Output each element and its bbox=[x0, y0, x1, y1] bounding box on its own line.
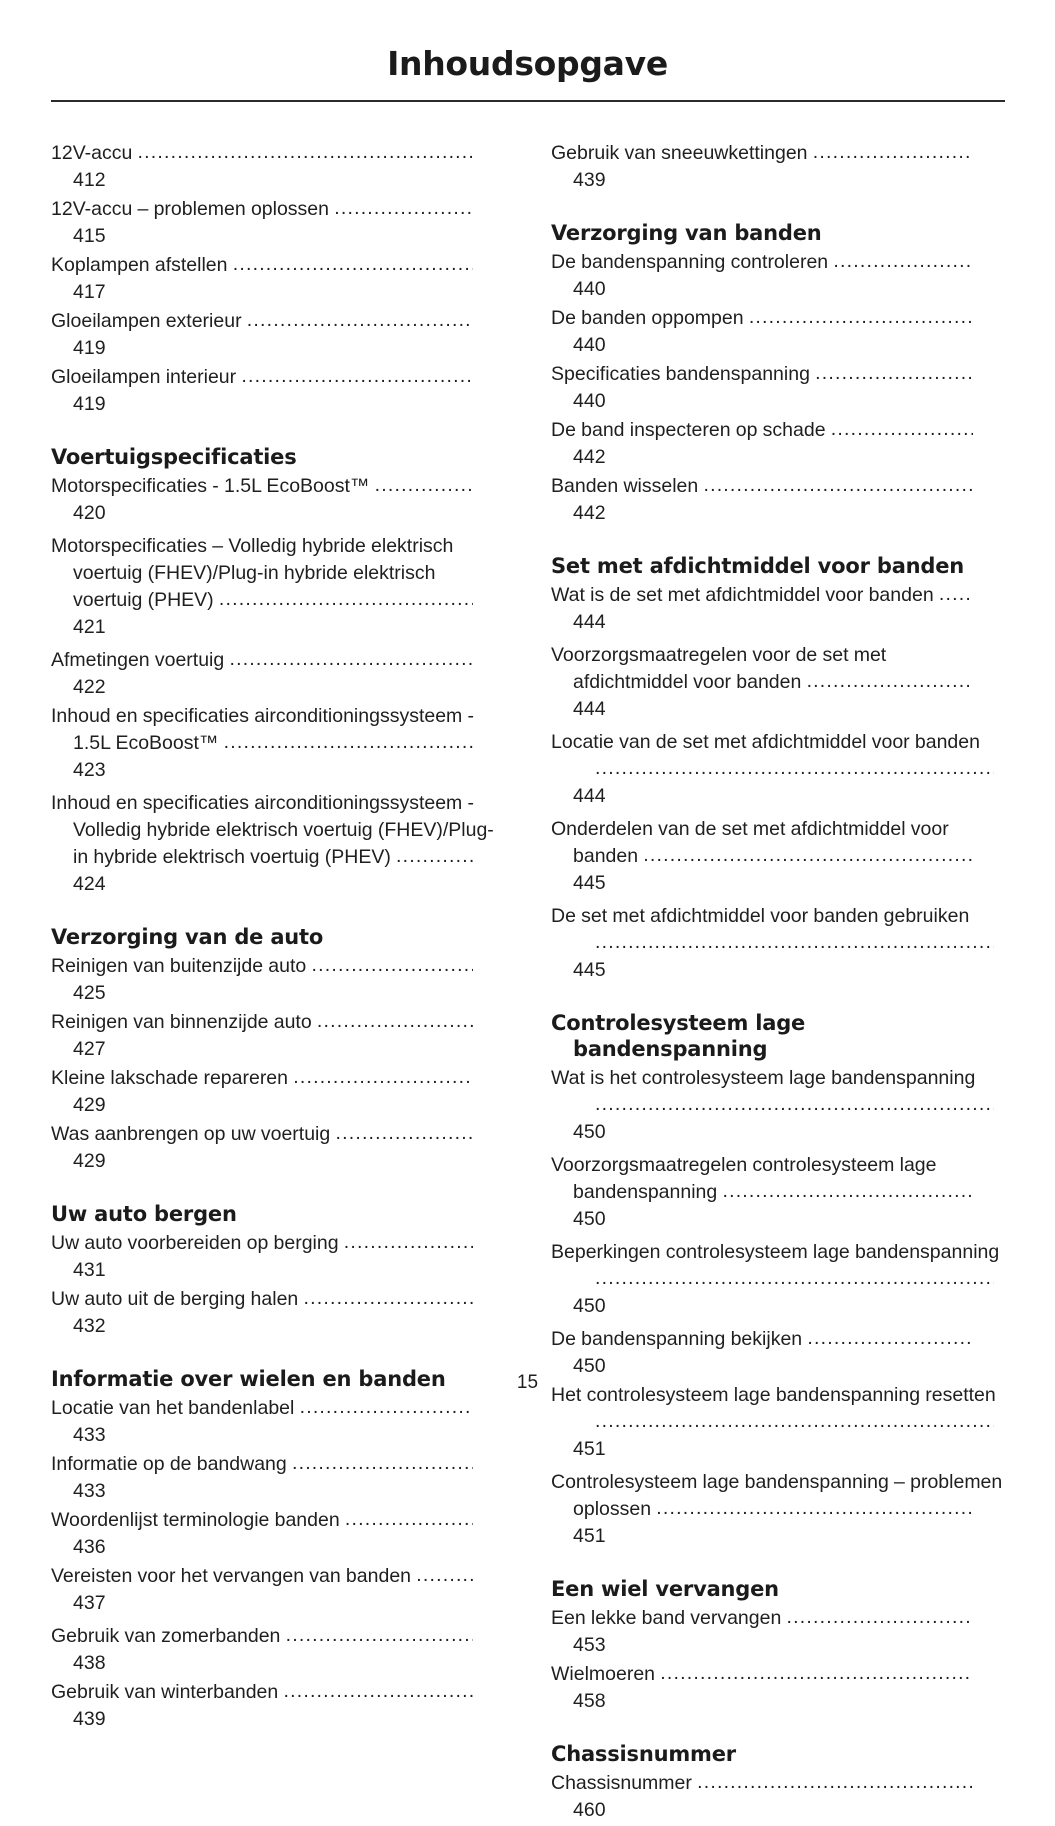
toc-entry-label: De bandenspanning controleren bbox=[551, 251, 829, 273]
toc-entry-page: 436 bbox=[73, 1536, 106, 1558]
dot-leader bbox=[595, 759, 994, 783]
dot-leader bbox=[344, 1233, 473, 1257]
toc-entry[interactable] bbox=[51, 1009, 505, 1063]
dot-leader bbox=[416, 1566, 472, 1590]
toc-entry-page: 440 bbox=[573, 390, 606, 412]
toc-entry-page: 440 bbox=[573, 334, 606, 356]
dot-leader bbox=[833, 252, 972, 276]
toc-entry-label: Gebruik van zomerbanden bbox=[51, 1625, 281, 1647]
left-column bbox=[51, 140, 505, 1826]
toc-entry-label: Een lekke band vervangen bbox=[551, 1607, 782, 1629]
dot-leader bbox=[807, 672, 973, 696]
dot-leader bbox=[293, 1068, 472, 1092]
toc-entry-page: 445 bbox=[573, 959, 606, 981]
toc-entry[interactable] bbox=[51, 473, 505, 527]
toc-entry-page: 427 bbox=[73, 1038, 106, 1060]
toc-entry-page: 437 bbox=[73, 1592, 106, 1614]
toc-entry-page: 425 bbox=[73, 982, 106, 1004]
toc-entry-page: 444 bbox=[573, 611, 606, 633]
toc-columns bbox=[51, 140, 1005, 1826]
toc-entry-label: Wat is de set met afdichtmiddel voor banden bbox=[551, 584, 934, 606]
toc-entry[interactable] bbox=[51, 1451, 505, 1505]
toc-entry[interactable] bbox=[551, 1605, 1005, 1659]
toc-entry-label: Motorspecificaties - 1.5L EcoBoost™ bbox=[51, 475, 370, 497]
toc-entry-page: 460 bbox=[573, 1799, 606, 1821]
section-heading: Controlesysteem lage bandenspanning bbox=[551, 1011, 806, 1061]
toc-entry-label: Wielmoeren bbox=[551, 1663, 656, 1685]
dot-leader bbox=[749, 308, 973, 332]
dot-leader bbox=[595, 933, 994, 957]
toc-entry-label: Afmetingen voertuig bbox=[51, 649, 225, 671]
dot-leader bbox=[219, 590, 473, 614]
toc-entry-label: Koplampen afstellen bbox=[51, 254, 228, 276]
toc-entry[interactable] bbox=[51, 308, 505, 362]
toc-entry-label: Uw auto uit de berging halen bbox=[51, 1288, 299, 1310]
toc-entry-label: Banden wisselen bbox=[551, 475, 699, 497]
toc-entry[interactable] bbox=[51, 364, 505, 418]
toc-entry-page: 419 bbox=[73, 337, 106, 359]
toc-entry[interactable] bbox=[51, 1679, 505, 1733]
dot-leader bbox=[722, 1182, 972, 1206]
dot-leader bbox=[292, 1454, 473, 1478]
dot-leader bbox=[656, 1499, 972, 1523]
dot-leader bbox=[283, 1682, 472, 1706]
toc-entry[interactable] bbox=[51, 1623, 505, 1677]
toc-entry[interactable] bbox=[551, 1152, 1005, 1233]
toc-entry[interactable] bbox=[551, 1239, 1005, 1320]
toc-entry[interactable] bbox=[551, 729, 1005, 810]
toc-entry[interactable] bbox=[51, 252, 505, 306]
toc-entry-page: 450 bbox=[573, 1208, 606, 1230]
dot-leader bbox=[233, 255, 473, 279]
dot-leader bbox=[224, 733, 473, 757]
dot-leader bbox=[643, 846, 972, 870]
toc-entry[interactable] bbox=[51, 1065, 505, 1119]
toc-entry-page: 442 bbox=[573, 502, 606, 524]
toc-entry[interactable] bbox=[51, 1121, 505, 1175]
toc-entry-label: Controlesysteem lage bandenspanning – problemen oplossen bbox=[551, 1471, 1003, 1520]
toc-entry[interactable] bbox=[51, 1286, 505, 1340]
toc-entry-label: Locatie van de set met afdichtmiddel voor banden bbox=[551, 731, 980, 753]
toc-entry-label: 12V-accu bbox=[51, 142, 133, 164]
toc-entry[interactable] bbox=[551, 1469, 1005, 1550]
toc-entry-label: Onderdelen van de set met afdichtmiddel voor banden bbox=[551, 818, 949, 867]
dot-leader bbox=[813, 143, 973, 167]
toc-entry-page: 450 bbox=[573, 1121, 606, 1143]
toc-entry-label: Specificaties bandenspanning bbox=[551, 363, 810, 385]
toc-entry[interactable] bbox=[551, 305, 1005, 359]
toc-entry[interactable] bbox=[51, 196, 505, 250]
toc-entry-page: 444 bbox=[573, 785, 606, 807]
toc-entry-label: Het controlesysteem lage bandenspanning resetten bbox=[551, 1384, 996, 1406]
dot-leader bbox=[697, 1773, 973, 1797]
toc-entry-label: Reinigen van binnenzijde auto bbox=[51, 1011, 312, 1033]
dot-leader bbox=[660, 1664, 972, 1688]
dot-leader bbox=[317, 1012, 473, 1036]
toc-entry-page: 419 bbox=[73, 393, 106, 415]
toc-entry-page: 453 bbox=[573, 1634, 606, 1656]
toc-entry-page: 415 bbox=[73, 225, 106, 247]
dot-leader bbox=[831, 420, 973, 444]
toc-entry-page: 450 bbox=[573, 1355, 606, 1377]
toc-entry-label: Gebruik van sneeuwkettingen bbox=[551, 142, 808, 164]
dot-leader bbox=[595, 1412, 994, 1436]
toc-entry-page: 450 bbox=[573, 1295, 606, 1317]
toc-entry[interactable] bbox=[551, 903, 1005, 984]
toc-entry-page: 421 bbox=[73, 616, 106, 638]
toc-entry[interactable] bbox=[51, 1563, 505, 1617]
dot-leader bbox=[334, 199, 472, 223]
toc-entry-page: 423 bbox=[73, 759, 106, 781]
toc-entry-label: De bandenspanning bekijken bbox=[551, 1328, 803, 1350]
toc-entry[interactable] bbox=[51, 1230, 505, 1284]
toc-entry-page: 445 bbox=[573, 872, 606, 894]
toc-entry-label: Gloeilampen exterieur bbox=[51, 310, 242, 332]
toc-entry-label: Vereisten voor het vervangen van banden bbox=[51, 1565, 412, 1587]
toc-entry-page: 412 bbox=[73, 169, 106, 191]
toc-entry-label: Was aanbrengen op uw voertuig bbox=[51, 1123, 331, 1145]
header-divider bbox=[51, 100, 1005, 102]
dot-leader bbox=[247, 311, 473, 335]
toc-entry[interactable] bbox=[51, 647, 505, 701]
toc-entry-label: Voorzorgsmaatregelen voor de set met afdichtmiddel voor banden bbox=[551, 644, 887, 693]
dot-leader bbox=[138, 143, 473, 167]
toc-entry[interactable] bbox=[51, 703, 505, 784]
toc-entry-page: 424 bbox=[73, 873, 106, 895]
toc-entry-page: 439 bbox=[73, 1708, 106, 1730]
toc-entry-label: Gloeilampen interieur bbox=[51, 366, 237, 388]
toc-entry-label: Wat is het controlesysteem lage bandenspanning bbox=[551, 1067, 976, 1089]
toc-entry[interactable] bbox=[51, 1395, 505, 1449]
toc-entry-page: 429 bbox=[73, 1094, 106, 1116]
dot-leader bbox=[396, 847, 473, 871]
toc-entry-page: 458 bbox=[573, 1690, 606, 1712]
toc-entry[interactable] bbox=[551, 361, 1005, 415]
section-heading: Chassisnummer bbox=[551, 1742, 736, 1766]
toc-entry[interactable] bbox=[51, 953, 505, 1007]
toc-entry-label: De banden oppompen bbox=[551, 307, 744, 329]
toc-entry[interactable] bbox=[551, 1770, 1005, 1824]
toc-entry-page: 439 bbox=[573, 169, 606, 191]
dot-leader bbox=[286, 1626, 473, 1650]
toc-entry[interactable] bbox=[551, 249, 1005, 303]
dot-leader bbox=[815, 364, 973, 388]
toc-entry-page: 442 bbox=[573, 446, 606, 468]
toc-entry-label: 12V-accu – problemen oplossen bbox=[51, 198, 329, 220]
dot-leader bbox=[939, 585, 973, 609]
toc-entry[interactable] bbox=[551, 582, 1005, 636]
section-heading: Informatie over wielen en banden bbox=[51, 1367, 446, 1391]
toc-entry-label: Motorspecificaties – Volledig hybride elektrisch voertuig (FHEV)/Plug-in hybride elektrisch voertuig (PHEV) bbox=[51, 535, 454, 611]
toc-entry-page: 420 bbox=[73, 502, 106, 524]
toc-entry-page: 433 bbox=[73, 1424, 106, 1446]
page-title: Inhoudsopgave bbox=[387, 44, 668, 83]
toc-entry[interactable] bbox=[551, 642, 1005, 723]
section-heading: Voertuigspecificaties bbox=[51, 445, 297, 469]
toc-entry-page: 444 bbox=[573, 698, 606, 720]
toc-entry[interactable] bbox=[551, 1661, 1005, 1715]
toc-entry[interactable] bbox=[51, 790, 505, 898]
toc-entry-page: 429 bbox=[73, 1150, 106, 1172]
dot-leader bbox=[335, 1124, 472, 1148]
dot-leader bbox=[311, 956, 472, 980]
toc-entry-page: 438 bbox=[73, 1652, 106, 1674]
section-heading: Een wiel vervangen bbox=[551, 1577, 779, 1601]
page-number: 15 bbox=[516, 1372, 539, 1393]
dot-leader bbox=[807, 1329, 972, 1353]
toc-entry[interactable] bbox=[551, 816, 1005, 897]
toc-entry-label: Kleine lakschade repareren bbox=[51, 1067, 288, 1089]
toc-entry-label: Chassisnummer bbox=[551, 1772, 692, 1794]
toc-entry-page: 440 bbox=[573, 278, 606, 300]
toc-entry-label: Locatie van het bandenlabel bbox=[51, 1397, 295, 1419]
toc-entry[interactable] bbox=[551, 1382, 1005, 1463]
dot-leader bbox=[595, 1269, 994, 1293]
toc-entry-label: Informatie op de bandwang bbox=[51, 1453, 287, 1475]
toc-entry-page: 417 bbox=[73, 281, 106, 303]
toc-entry-page: 451 bbox=[573, 1438, 606, 1460]
toc-entry-label: De set met afdichtmiddel voor banden gebruiken bbox=[551, 905, 970, 927]
section-heading: Verzorging van de auto bbox=[51, 925, 324, 949]
toc-entry-label: Inhoud en specificaties airconditioningssysteem - Volledig hybride elektrisch voertuig (FHEV)/Plug-in hybride elektrisch voertuig (PHEV) bbox=[51, 792, 494, 868]
toc-entry-label: Inhoud en specificaties airconditioningssysteem - 1.5L EcoBoost™ bbox=[51, 705, 475, 754]
dot-leader bbox=[300, 1398, 473, 1422]
toc-entry-label: Gebruik van winterbanden bbox=[51, 1681, 279, 1703]
toc-entry-label: Uw auto voorbereiden op berging bbox=[51, 1232, 339, 1254]
dot-leader bbox=[303, 1289, 472, 1313]
toc-entry-label: Voorzorgsmaatregelen controlesysteem lage bandenspanning bbox=[551, 1154, 937, 1203]
toc-entry-page: 451 bbox=[573, 1525, 606, 1547]
section-heading: Verzorging van banden bbox=[551, 221, 822, 245]
toc-entry[interactable] bbox=[51, 140, 505, 194]
dot-leader bbox=[787, 1608, 973, 1632]
dot-leader bbox=[595, 1095, 994, 1119]
dot-leader bbox=[345, 1510, 473, 1534]
toc-entry-page: 433 bbox=[73, 1480, 106, 1502]
toc-entry-label: Woordenlijst terminologie banden bbox=[51, 1509, 340, 1531]
toc-entry-label: Beperkingen controlesysteem lage bandenspanning bbox=[551, 1241, 1000, 1263]
toc-entry-label: De band inspecteren op schade bbox=[551, 419, 826, 441]
toc-entry[interactable] bbox=[51, 533, 505, 641]
section-heading: Uw auto bergen bbox=[51, 1202, 237, 1226]
dot-leader bbox=[241, 367, 472, 391]
toc-entry[interactable] bbox=[551, 140, 1005, 194]
dot-leader bbox=[703, 476, 972, 500]
toc-entry-page: 432 bbox=[73, 1315, 106, 1337]
toc-entry-page: 431 bbox=[73, 1259, 106, 1281]
section-heading: Set met afdichtmiddel voor banden bbox=[551, 554, 965, 578]
toc-entry[interactable] bbox=[551, 1065, 1005, 1146]
right-column bbox=[551, 140, 1005, 1826]
toc-entry[interactable] bbox=[551, 473, 1005, 527]
dot-leader bbox=[375, 476, 473, 500]
toc-entry-page: 422 bbox=[73, 676, 106, 698]
toc-entry[interactable] bbox=[551, 417, 1005, 471]
dot-leader bbox=[229, 650, 472, 674]
toc-entry[interactable] bbox=[51, 1507, 505, 1561]
toc-entry-label: Reinigen van buitenzijde auto bbox=[51, 955, 307, 977]
